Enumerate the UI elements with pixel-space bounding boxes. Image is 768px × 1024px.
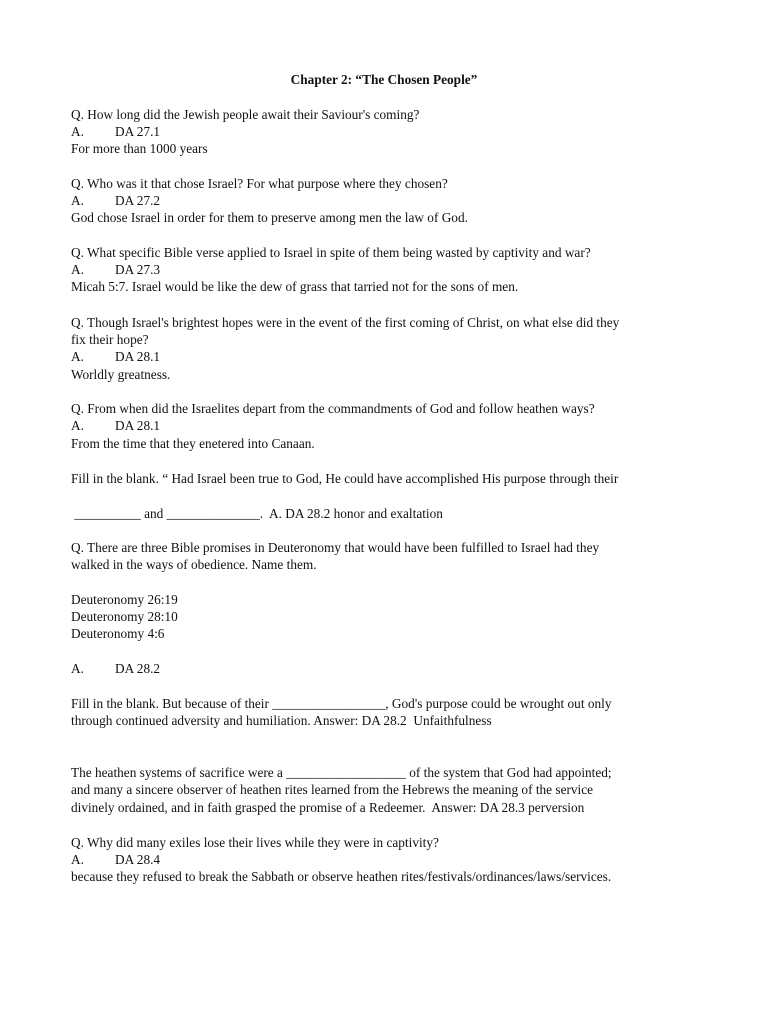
question-2: Q. Who was it that chose Israel? For what purpose where they chosen? (71, 176, 448, 191)
answer-label: A. (71, 661, 84, 676)
reference: DA 28.2 (115, 661, 161, 676)
fill-blank-1-line-2: __________ and ______________. A. DA 28.2 honor and exaltation (71, 506, 443, 521)
answer-3: Micah 5:7. Israel would be like the dew of grass that tarried not for the sons of men. (71, 279, 519, 294)
reference: DA 27.1 (115, 124, 161, 139)
reference: DA 27.2 (115, 193, 161, 208)
question-5: Q. From when did the Israelites depart from the commandments of God and follow heathen ways? (71, 401, 595, 416)
answer-label: A. (71, 124, 84, 139)
reference: DA 28.1 (115, 418, 161, 433)
question-4-line-1: Q. Though Israel's brightest hopes were in the event of the first coming of Christ, on what else did they (71, 315, 620, 330)
fill-blank-1-line-1: Fill in the blank. “ Had Israel been true to God, He could have accomplished His purpose through their (71, 471, 619, 486)
answer-1: For more than 1000 years (71, 141, 208, 156)
answer-ref-2 (71, 192, 160, 209)
reference: DA 28.4 (115, 852, 161, 867)
answer-label: A. (71, 418, 84, 433)
answer-ref-1 (71, 123, 160, 140)
answer-label: A. (71, 852, 84, 867)
deuteronomy-ref-3: Deuteronomy 4:6 (71, 626, 165, 641)
answer-ref-5 (71, 417, 160, 434)
answer-label: A. (71, 262, 84, 277)
answer-ref-7 (71, 851, 160, 868)
answer-ref-6 (71, 660, 160, 677)
reference: DA 28.1 (115, 349, 161, 364)
deuteronomy-ref-1: Deuteronomy 26:19 (71, 592, 178, 607)
answer-label: A. (71, 193, 84, 208)
fill-blank-3-line-2: and many a sincere observer of heathen rites learned from the Hebrews the meaning of the service (71, 782, 594, 797)
deuteronomy-ref-2: Deuteronomy 28:10 (71, 609, 178, 624)
answer-ref-3 (71, 261, 160, 278)
question-6-line-2: walked in the ways of obedience. Name them. (71, 557, 317, 572)
fill-blank-3-line-3: divinely ordained, and in faith grasped the promise of a Redeemer. Answer: DA 28.3 perversion (71, 800, 585, 815)
fill-blank-2-line-1: Fill in the blank. But because of their _________________, God's purpose could be wrought out only (71, 696, 612, 711)
question-3: Q. What specific Bible verse applied to Israel in spite of them being wasted by captivity and war? (71, 245, 591, 260)
question-4-line-2: fix their hope? (71, 332, 149, 347)
answer-ref-4 (71, 348, 160, 365)
question-7: Q. Why did many exiles lose their lives while they were in captivity? (71, 835, 439, 850)
answer-label: A. (71, 349, 84, 364)
fill-blank-2-line-2: through continued adversity and humiliation. Answer: DA 28.2 Unfaithfulness (71, 713, 492, 728)
question-1: Q. How long did the Jewish people await their Saviour's coming? (71, 107, 420, 122)
fill-blank-3-line-1: The heathen systems of sacrifice were a __________________ of the system that God had appointed; (71, 765, 612, 780)
question-6-line-1: Q. There are three Bible promises in Deuteronomy that would have been fulfilled to Israel had they (71, 540, 600, 555)
answer-2: God chose Israel in order for them to preserve among men the law of God. (71, 210, 468, 225)
answer-4: Worldly greatness. (71, 367, 171, 382)
answer-5: From the time that they enetered into Canaan. (71, 436, 315, 451)
answer-7: because they refused to break the Sabbath or observe heathen rites/festivals/ordinances/laws/services. (71, 869, 612, 884)
reference: DA 27.3 (115, 262, 161, 277)
page-title: Chapter 2: “The Chosen People” (290, 72, 478, 87)
